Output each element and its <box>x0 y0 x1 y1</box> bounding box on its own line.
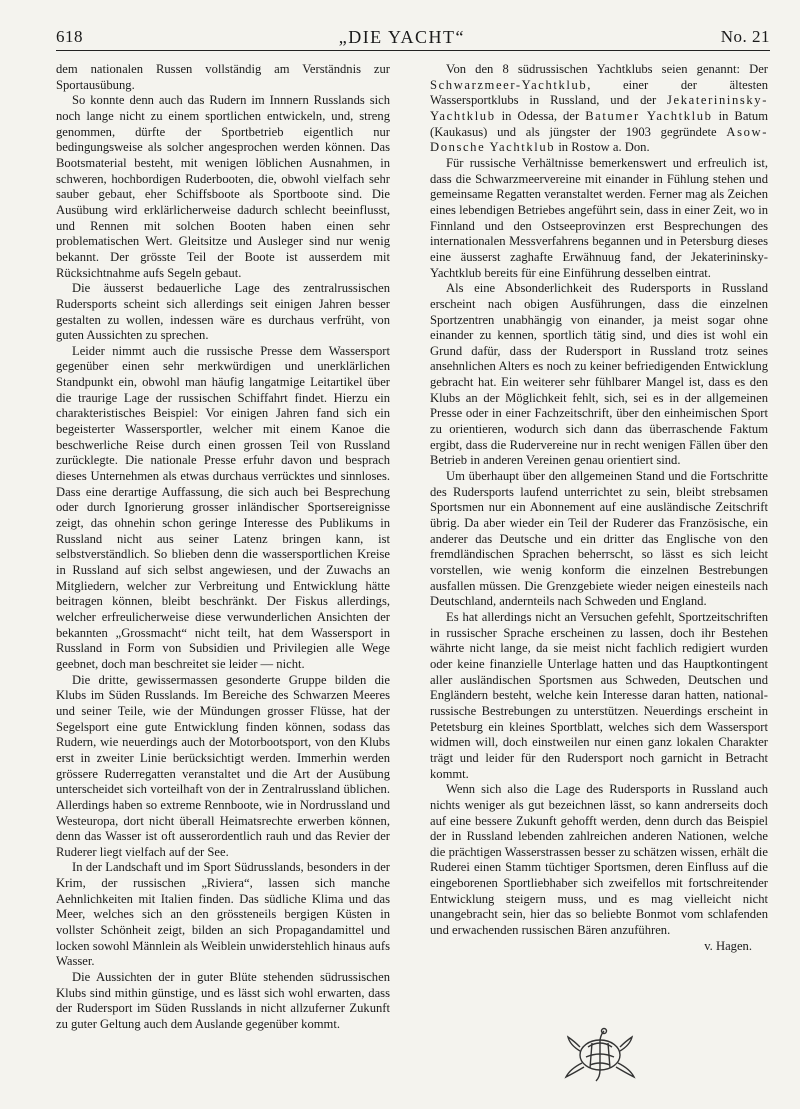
header-rule <box>56 50 770 51</box>
paragraph: Für russische Verhältnisse bemerkenswert und erfreulich ist, dass die Schwarzmeervereine mit einander in Fühlung stehen und gemeinsame Regatten veranstaltet werden. Ferner mag als Zeichen eines lebendigen Betriebes angeführt sein, dass in einer Zeit, wo in Finnland und den Ostseeprovinzen erst Besprechungen des internationalen Messverfahrens begannen und in Petersburg dieses eine äusserst zaghafte Erwähnuug fand, der Jekaterininsky-Yachtklub bereits für eine Einführung desselben eintrat. <box>430 155 768 280</box>
paragraph: Leider nimmt auch die russische Presse dem Wassersport gegenüber einen sehr merkwürdigen und unerklärlichen Standpunkt ein, obwohl man häufig langatmige Leitartikel über die traurige Lage der russischen Schiffahrt findet. Hierzu ein charakteristisches Beispiel: Vor einigen Jahren fand sich ein begeisterter Wassersportler, welcher mit einem Kanoe die beschwerliche Reise durch einen grossen Teil von Russland zurücklegte. Die nationale Presse erfuhr davon und besprach dieses Unternehmen als etwas durchaus verrücktes und sinnloses. Dass eine derartige Auffassung, die sich auch bei Besprechung oder durch Ignorierung grosser inländischer Sportsereignisse zeigt, das ohnehin schon geringe Interesse des Publikums in Russland nicht aus seiner Latenz bringen kann, ist selbstverständlich. So blieben denn die wassersportlichen Kreise in Russland auf sich selbst angewiesen, und der Zuwachs an Mitgliedern, welcher zur Verbreitung und Entwicklung hätte beitragen können, bleibt beschränkt. Der Fiskus allerdings, welcher erfreulicherweise diese verwunderlichen Ansichten der bekannten „Grossmacht“ nicht teilt, hat dem Wassersport in Russland in Form von Subsidien und Privilegien alle Wege geebnet, doch man beschreitet sie leider — nicht. <box>56 343 390 671</box>
paragraph: Die dritte, gewissermassen gesonderte Gruppe bilden die Klubs im Süden Russlands. Im Bereiche des Schwarzen Meeres und seiner Teile, wie der Mündungen grosser Flüsse, hat der Segelsport eine gute Entwicklung finden können, sodass das Rudern, wie neuerdings auch der Motorbootsport, von den Klubs erst in zweiter Linie berücksichtigt werden. Immerhin werden grössere Ruderregatten veranstaltet und die Art der Ausübung unterscheidet sich vorteilhaft von der in Zentralrussland üblichen. Allerdings haben so extreme Rennboote, wie in Nordrussland und Westeuropa, dort nicht überall Heimatsrechte erwerben können, denn das Wasser ist oft ausserordentlich rauh und das Revier der Ruderer liegt vielfach auf der See. <box>56 672 390 859</box>
text-run: in Batum (Kaukasus) und als jüngster der 1903 gegründete <box>430 108 768 139</box>
paragraph: Um überhaupt über den allgemeinen Stand und die Fortschritte des Rudersports laufend unterrichtet zu sein, bleibt strebsamen Sportsmen nur ein Abonnement auf eine ausländische Zeitschrift übrig. Da aber wieder ein Teil der Ruderer das Französische, ein anderer das Deutsche und ein dritter das Englische von den fremdländischen Sprachen beherrscht, so lässt es sich leicht vorstellen, wie wenig konform die einzelnen Bestrebungen ausfallen müssen. Die Grenzgebiete wieder neigen einesteils nach Deutschland, andernteils nach Schweden und England. <box>430 469 768 609</box>
club-name: Schwarzmeer-Yachtklub <box>430 77 588 92</box>
paragraph: Als eine Absonderlichkeit des Rudersports in Russland erscheint nach obigen Ausführungen, dass die einzelnen Sportzentren unabhängig von einander, ja meist sogar ohne einander zu kennen, sportlich tätig sind, und dies ist wohl ein Grund dafür, dass der Rudersport in Russland trotz seines ansehnlichen Alters es noch zu keiner befriedigenden Entwicklung gebracht hat. Ein weiterer sehr fühlbarer Mangel ist, dass es den Klubs an der Möglichkeit fehlt, sich, sei es in der allgemeinen Presse oder in einer Fachzeitschrift, über den einheimischen Sport zu orientieren, wodurch sich dann das überraschende Faktum ergibt, dass die Rudervereine nur in recht wenigen Fällen über den Betrieb in anderen Vereinen genau orientiert sind. <box>430 281 768 468</box>
author-signature: v. Hagen. <box>704 938 752 953</box>
right-column <box>430 62 768 954</box>
page-header <box>56 20 770 54</box>
paragraph: Es hat allerdings nicht an Versuchen gefehlt, Sportzeitschriften in russischer Sprache erscheinen zu lassen, doch ihr Bestehen währte nicht lange, da sie meist nicht fachlich redigiert wurden oder keine finanzielle Unterlage hatten und das Hauptkontingent aller ausländischen Sportsmen aus Schweden, Deutschen und Engländern besteht, welche kein Interesse daran hatten, national-russische Bestrebungen zu unterstützen. Neuerdings erscheint in Petetsburg ein kleines Sportblatt, welches sich dem Wassersport widmen will, doch einstweilen nur einen ganz lokalen Charakter trägt und leider für den Rudersport noch garnicht in Betracht kommt. <box>430 609 768 781</box>
club-name: Batumer Yachtklub <box>585 108 713 123</box>
left-column <box>56 62 390 1033</box>
page-number: 618 <box>56 27 83 46</box>
issue-number: No. 21 <box>720 27 770 46</box>
paragraph: dem nationalen Russen vollständig am Verständnis zur Sportausübung. <box>56 62 390 92</box>
text-run: , einer der ältesten Wassersportklubs in Russland, und der <box>430 77 768 108</box>
club-name: Jekaterininsky-Yachtklub <box>430 93 768 123</box>
text-run: in Rostow a. Don. <box>558 140 650 155</box>
paragraph: Wenn sich also die Lage des Rudersports in Russland auch nichts weniger als gut bezeichnen lässt, so kann andrerseits doch auf eine bessere Zukunft gehofft werden, denn durch das Beispiel der in Russland lebenden zahlreichen anderen Nationen, welche die prächtigen Wasserstrassen besser zu schätzen wissen, erhält die Ruderei einen Stamm tüchtiger Sportsmen, deren Einfluss auf die eingeborenen Sportliebhaber sich zweifellos mit fortschreitender Entwicklung steigern muss, und es mag vielleicht nicht unangebracht sein, hier das so beliebte Bonmot vom schlafenden und erwachenden russischen Bären anzuführen. <box>430 782 768 938</box>
paragraph: Die Aussichten der in guter Blüte stehenden südrussischen Klubs sind mithin günstige, und es lässt sich wohl erwarten, dass der Rudersport im Süden Russlands in nicht allzuferner Zukunft zu guter Geltung auch dem Auslande gegenüber kommt. <box>56 970 390 1032</box>
paragraph: Die äusserst bedauerliche Lage des zentralrussischen Rudersports scheint sich allerdings seit einigen Jahren besser gestalten zu wollen, indessen wäre es durchaus verfrüht, von guten Aussichten zu sprechen. <box>56 281 390 343</box>
journal-title: „DIE YACHT“ <box>338 26 466 47</box>
paragraph: So konnte denn auch das Rudern im Innnern Russlands sich noch lange nicht zu einem sportlichen entwickeln, und, streng genommen, dürfte der Sportbetrieb eigentlich nur bedingungsweise als solcher angesprochen werden können. Das Bootsmaterial besteht, mit wenigen löblichen Ausnahmen, in schweren, hochbordigen Ruderbooten, die, obwohl vielfach sehr sauber gebaut, eher Schiffsboote als Sportboote sind. Die Ausübung wird erklärlicherweise dadurch schlecht beeinflusst, und Rennen mit solchen Booten haben einen sehr problematischen Wert. Gleitsitze und Ausleger sind nur wenig bekannt. Der grösste Teil der Boote ist ausserdem mit Rücksichtnahme aufs Segeln gebaut. <box>56 93 390 280</box>
signature-line <box>430 939 768 955</box>
paragraph-yachtclubs <box>430 62 768 156</box>
club-name: Asow-Donsche Yachtklub <box>430 124 768 155</box>
paragraph: In der Landschaft und im Sport Südrusslands, besonders in der Krim, der russischen „Riviera“, lassen sich manche Aehnlichkeiten mit Italien finden. Das südliche Klima und das Meer, welches sich an den grössteneils bergigen Küsten in vollster Schönheit zeigt, bilden an sich Propagandamittel und locken sowohl Männlein als Weiblein unwiderstehlich hinaus aufs Wasser. <box>56 860 390 969</box>
text-run: in Odessa, der <box>501 108 580 123</box>
text-run: Von den 8 südrussischen Yachtklubs seien genannt: Der <box>446 62 768 76</box>
turtle-ornament-icon <box>560 1025 640 1083</box>
